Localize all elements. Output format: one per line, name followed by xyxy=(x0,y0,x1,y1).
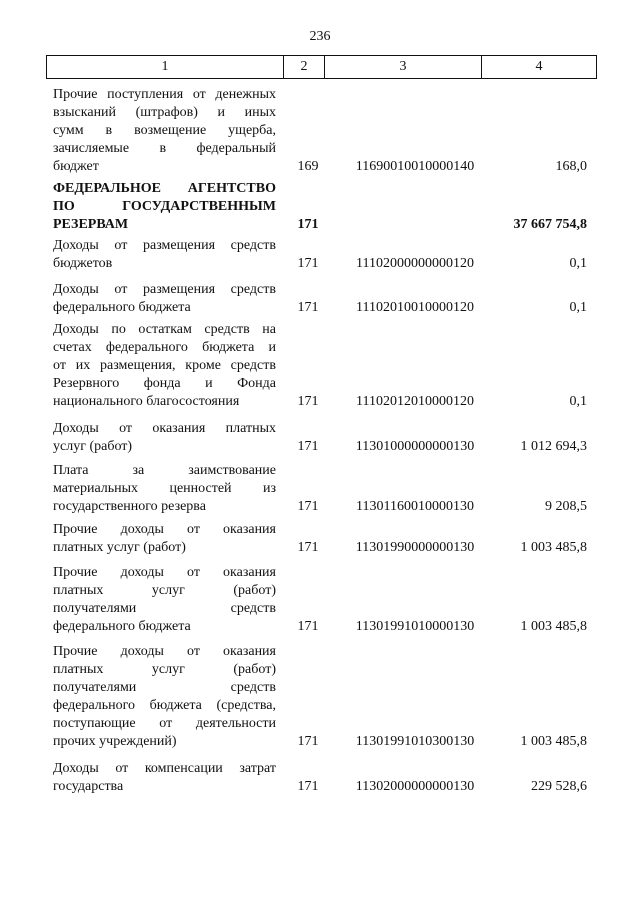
row-description xyxy=(53,281,276,317)
description-line: федерального бюджета (средства, xyxy=(53,698,276,713)
row-amount: 1 003 485,8 xyxy=(520,540,587,555)
description-line: федерального бюджета xyxy=(53,300,191,315)
row-description xyxy=(53,180,276,234)
row-admin-code: 171 xyxy=(297,499,319,514)
row-description xyxy=(53,760,276,796)
row-amount: 1 003 485,8 xyxy=(520,734,587,749)
row-description xyxy=(53,521,276,557)
table-row xyxy=(0,462,640,516)
description-line: Плата за заимствование xyxy=(53,463,276,478)
column-header-4: 4 xyxy=(535,59,543,74)
description-line: зачисляемые в федеральный xyxy=(53,141,276,156)
description-line: Прочие доходы от оказания xyxy=(53,565,276,580)
description-line: Прочие доходы от оказания xyxy=(53,522,276,537)
description-line: получателями средств xyxy=(53,601,276,616)
description-line: получателями средств xyxy=(53,680,276,695)
row-admin-code: 171 xyxy=(297,300,319,315)
row-budget-classification-code: 11301991010000130 xyxy=(355,619,475,634)
description-line: Доходы от компенсации затрат xyxy=(53,761,276,776)
row-admin-code: 171 xyxy=(297,779,319,794)
table-row xyxy=(0,281,640,317)
table-row xyxy=(0,321,640,411)
description-line: счетах федерального бюджета и xyxy=(53,340,276,355)
description-line: прочих учреждений) xyxy=(53,734,177,749)
description-line: сумм в возмещение ущерба, xyxy=(53,123,276,138)
description-line: Резервного фонда и Фонда xyxy=(53,376,276,391)
page-number: 236 xyxy=(309,29,331,44)
row-amount: 1 012 694,3 xyxy=(520,439,587,454)
row-admin-code: 171 xyxy=(297,217,319,232)
row-admin-code: 171 xyxy=(297,394,319,409)
row-budget-classification-code: 11102012010000120 xyxy=(356,394,474,409)
row-budget-classification-code: 11301990000000130 xyxy=(355,540,475,555)
column-header-2: 2 xyxy=(300,59,308,74)
description-line: государственного резерва xyxy=(53,499,206,514)
row-amount: 1 003 485,8 xyxy=(520,619,587,634)
row-budget-classification-code: 11301160010000130 xyxy=(356,499,474,514)
description-line: Доходы по остаткам средств на xyxy=(53,322,276,337)
description-line: Доходы от оказания платных xyxy=(53,421,276,436)
row-description xyxy=(53,321,276,411)
description-line: платных услуг (работ) xyxy=(53,662,276,677)
row-amount: 229 528,6 xyxy=(531,779,587,794)
description-line: Прочие поступления от денежных xyxy=(53,87,276,102)
row-amount: 0,1 xyxy=(569,394,587,409)
row-budget-classification-code: 11301991010300130 xyxy=(355,734,475,749)
table-row xyxy=(0,521,640,557)
row-description xyxy=(53,564,276,636)
row-budget-classification-code: 11301000000000130 xyxy=(355,439,475,454)
column-header-1: 1 xyxy=(161,59,169,74)
description-line: национального благосостояния xyxy=(53,394,240,409)
description-line: федерального бюджета xyxy=(53,619,191,634)
row-budget-classification-code: 11102000000000120 xyxy=(356,256,474,271)
row-admin-code: 169 xyxy=(297,159,319,174)
description-line: ПО ГОСУДАРСТВЕННЫМ xyxy=(53,199,276,214)
table-row xyxy=(0,237,640,273)
table-row xyxy=(0,760,640,796)
description-line: Доходы от размещения средств xyxy=(53,282,276,297)
description-line: от их размещения, кроме средств xyxy=(53,358,276,373)
row-description xyxy=(53,462,276,516)
column-header-3: 3 xyxy=(399,59,407,74)
row-admin-code: 171 xyxy=(297,256,319,271)
row-budget-classification-code: 11690010010000140 xyxy=(355,159,475,174)
table-row xyxy=(0,564,640,636)
description-line: платных услуг (работ) xyxy=(53,540,186,555)
description-line: Доходы от размещения средств xyxy=(53,238,276,253)
table-row xyxy=(0,86,640,176)
description-line: государства xyxy=(53,779,124,794)
table-row xyxy=(0,180,640,234)
row-budget-classification-code: 11102010010000120 xyxy=(356,300,474,315)
row-amount: 0,1 xyxy=(569,300,587,315)
row-description xyxy=(53,86,276,176)
row-amount: 168,0 xyxy=(555,159,587,174)
description-line: материальных ценностей из xyxy=(53,481,276,496)
description-line: поступающие от деятельности xyxy=(53,716,276,731)
description-line: Прочие доходы от оказания xyxy=(53,644,276,659)
row-amount: 9 208,5 xyxy=(545,499,587,514)
row-description xyxy=(53,643,276,751)
description-line: взысканий (штрафов) и иных xyxy=(53,105,276,120)
description-line: ФЕДЕРАЛЬНОЕ АГЕНТСТВО xyxy=(53,181,276,196)
row-admin-code: 171 xyxy=(297,619,319,634)
table-row xyxy=(0,643,640,751)
row-amount: 0,1 xyxy=(569,256,587,271)
table-row xyxy=(0,420,640,456)
row-budget-classification-code: 11302000000000130 xyxy=(355,779,475,794)
description-line: платных услуг (работ) xyxy=(53,583,276,598)
row-description xyxy=(53,420,276,456)
description-line: бюджетов xyxy=(53,256,113,271)
column-header-row xyxy=(46,55,597,79)
row-admin-code: 171 xyxy=(297,540,319,555)
description-line: бюджет xyxy=(53,159,99,174)
row-description xyxy=(53,237,276,273)
description-line: услуг (работ) xyxy=(53,439,133,454)
row-amount: 37 667 754,8 xyxy=(513,217,587,232)
description-line: РЕЗЕРВАМ xyxy=(53,217,129,232)
row-admin-code: 171 xyxy=(297,439,319,454)
row-admin-code: 171 xyxy=(297,734,319,749)
